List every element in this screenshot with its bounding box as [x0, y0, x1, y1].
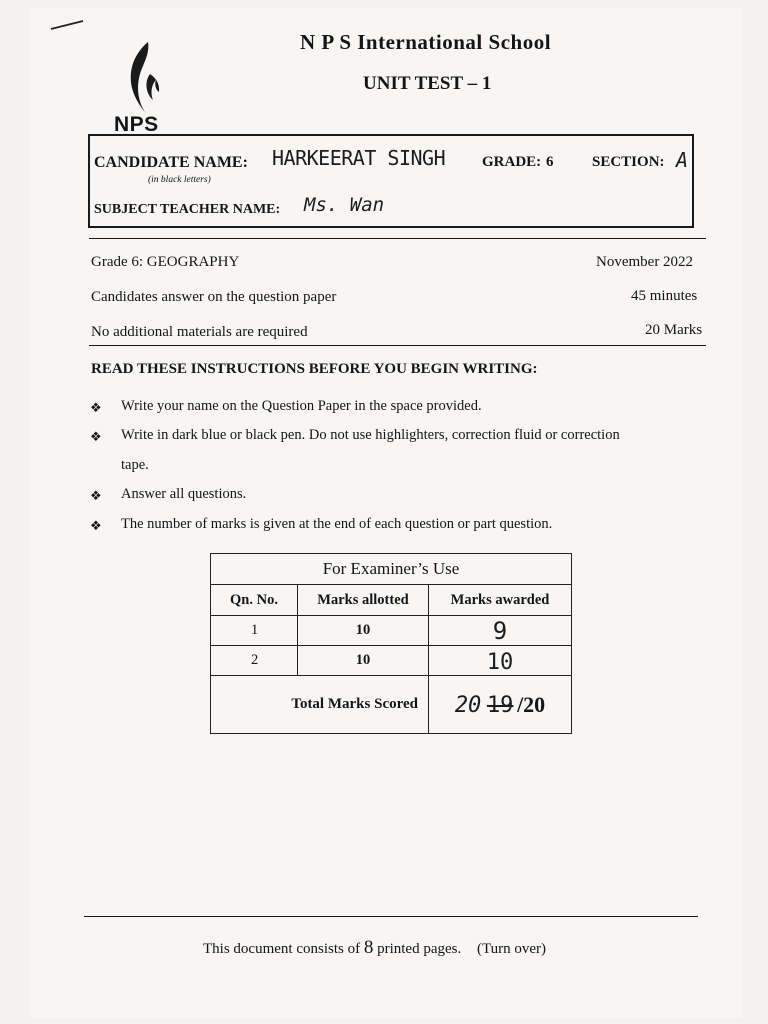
grade-label: GRADE:: [482, 154, 542, 170]
total-marks-info: 20 Marks: [645, 322, 703, 338]
total-marks-label: Total Marks Scored: [211, 676, 429, 734]
school-logo-flame-icon: [126, 40, 162, 115]
total-crossed-out: 19: [486, 692, 514, 718]
marks-awarded[interactable]: 9: [429, 616, 572, 646]
marks-allotted: 10: [298, 646, 429, 676]
instruction-item: Answer all questions.: [121, 486, 247, 502]
column-header: Marks awarded: [429, 585, 572, 616]
table-row: [211, 646, 572, 676]
teacher-name-value[interactable]: Ms. Wan: [304, 194, 385, 216]
marks-awarded[interactable]: 10: [429, 646, 572, 676]
grade-value: 6: [546, 154, 554, 170]
footer-rule: [84, 916, 698, 917]
instruction-item: Write your name on the Question Paper in the space provided.: [121, 398, 482, 414]
info-bottom-rule: [89, 345, 706, 346]
instruction-item: Write in dark blue or black pen. Do not use highlighters, correction fluid or correction: [121, 427, 620, 443]
column-header: Qn. No.: [211, 585, 298, 616]
question-number: 1: [211, 616, 298, 646]
examiner-use-table: [210, 553, 572, 734]
instructions-heading: READ THESE INSTRUCTIONS BEFORE YOU BEGIN WRITING:: [91, 361, 538, 377]
total-row: [211, 676, 572, 734]
bullet-icon: ❖: [90, 400, 102, 415]
bullet-icon: ❖: [90, 488, 102, 503]
exam-date: November 2022: [596, 254, 694, 270]
section-value[interactable]: A: [676, 148, 689, 172]
info-top-rule: [89, 238, 706, 239]
page-footer: [203, 937, 546, 959]
column-header: Marks allotted: [298, 585, 429, 616]
turn-over-note: (Turn over): [476, 941, 546, 957]
exam-duration: 45 minutes: [631, 288, 698, 304]
question-number: 2: [211, 646, 298, 676]
school-name: N P S International School: [300, 30, 552, 54]
table-row: [211, 616, 572, 646]
footer-text-after: printed pages.: [377, 941, 462, 957]
section-label: SECTION:: [592, 154, 665, 170]
subject-line: Grade 6: GEOGRAPHY: [91, 254, 240, 270]
bullet-icon: ❖: [90, 518, 102, 533]
examiner-table-title: For Examiner’s Use: [211, 554, 572, 585]
test-title: UNIT TEST – 1: [363, 73, 492, 94]
instruction-item-continued: tape.: [121, 457, 149, 473]
candidate-name-value[interactable]: HARKEERAT SINGH: [272, 146, 446, 170]
total-handwritten: 20: [454, 692, 482, 718]
marks-allotted: 10: [298, 616, 429, 646]
bullet-icon: ❖: [90, 429, 102, 444]
materials-note: No additional materials are required: [91, 324, 308, 340]
school-logo-text: NPS: [114, 113, 159, 136]
instruction-item: The number of marks is given at the end of each question or part question.: [121, 516, 553, 532]
teacher-name-label: SUBJECT TEACHER NAME:: [94, 202, 281, 217]
candidate-details-box: [88, 134, 694, 228]
pen-stroke-mark: [50, 20, 84, 30]
page-count: 8: [363, 937, 374, 958]
total-out-of: /20: [517, 691, 546, 717]
total-marks-scored[interactable]: [429, 676, 572, 734]
candidate-name-label: CANDIDATE NAME:: [94, 154, 248, 171]
footer-text-before: This document consists of: [203, 941, 361, 957]
answer-note: Candidates answer on the question paper: [91, 289, 337, 305]
candidate-name-hint: (in black letters): [148, 175, 211, 185]
